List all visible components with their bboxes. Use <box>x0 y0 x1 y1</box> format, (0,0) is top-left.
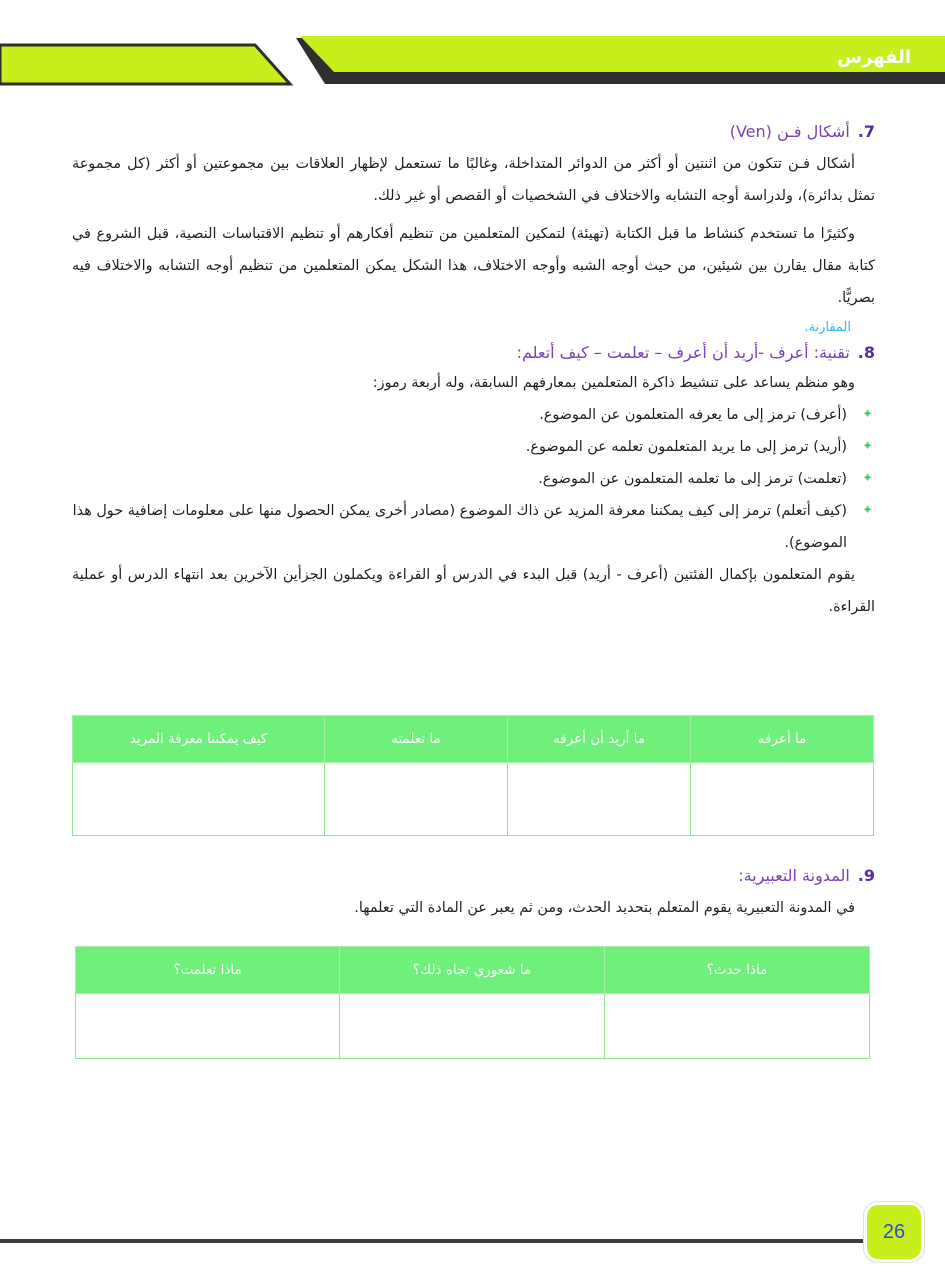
section-7-heading <box>72 120 875 144</box>
section-7-number: 7. <box>857 122 875 141</box>
bullet-text: (أعرف) ترمز إلى ما يعرفه المتعلمون عن الموضوع. <box>539 407 847 423</box>
page-content <box>72 120 875 623</box>
section-8-number: 8. <box>857 343 875 362</box>
bullet-icon: ✦ <box>862 471 873 486</box>
table-row <box>73 763 874 836</box>
table-header-row <box>76 947 870 994</box>
section-8-title: تقنية: أعرف -أريد أن أعرف – تعلمت – كيف أتعلم: <box>516 343 850 362</box>
header-banner <box>0 0 945 100</box>
page-number-badge <box>864 1202 924 1262</box>
banner-shape <box>0 0 945 100</box>
footer-rule <box>0 1239 870 1243</box>
section-8-closing: يقوم المتعلمون بإكمال الفئتين (أعرف - أريد) قبل البدء في الدرس أو القراءة ويكملون الجزأين الآخرين بعد انتهاء الدرس أو عملية القراءة. <box>72 567 875 615</box>
list-item <box>72 431 873 463</box>
section-9-heading <box>72 864 875 888</box>
page-number: 26 <box>882 1220 906 1243</box>
kwl-header-know: ما أعرفه <box>691 716 874 763</box>
bullet-text: (أريد) ترمز إلى ما يريد المتعلمون تعلمه عن الموضوع. <box>525 439 847 455</box>
section-9-number: 9. <box>857 866 875 885</box>
kwl-header-how: كيف يمكننا معرفة المزيد <box>73 716 325 763</box>
section-9-intro: في المدونة التعبيرية يقوم المتعلم بتحديد الحدث، ومن ثم يعبر عن المادة التي تعلمها. <box>354 900 855 916</box>
journal-cell-feeling[interactable] <box>340 994 605 1059</box>
section-8-intro: وهو منظم يساعد على تنشيط ذاكرة المتعلمين بمعارفهم السابقة، وله أربعة رموز: <box>372 375 855 391</box>
kwl-cell-know[interactable] <box>691 763 874 836</box>
index-title: الفهرس <box>837 47 911 68</box>
section-8-bullets <box>72 399 875 559</box>
bullet-icon: ✦ <box>862 439 873 454</box>
table-row <box>76 994 870 1059</box>
list-item <box>72 399 873 431</box>
kwl-table <box>72 715 874 836</box>
section-8-heading <box>72 341 875 365</box>
kwl-header-want: ما أريد أن أعرفه <box>508 716 691 763</box>
list-item <box>72 495 873 559</box>
kwl-cell-want[interactable] <box>508 763 691 836</box>
kwl-header-learned: ما تعلمته <box>325 716 508 763</box>
section-7-title: أشكال فـن (Ven) <box>729 122 850 141</box>
kwl-cell-how[interactable] <box>73 763 325 836</box>
journal-header-what-happened: ماذا حدث؟ <box>605 947 870 994</box>
section-7-paragraph-1: أشكال فـن تتكون من اثنتين أو أكثر من الدوائر المتداخلة، وغالبًا ما تستعمل لإظهار العلاقات بين مجموعتين أو أكثر (كل مجموعة تمثل بدائرة)، ولدراسة أوجه التشابه والاختلاف في الشخصيات أو القصص أو غير ذلك. <box>72 156 875 204</box>
bullet-icon: ✦ <box>862 503 873 518</box>
bullet-icon: ✦ <box>862 407 873 422</box>
bullet-text: (كيف أتعلم) ترمز إلى كيف يمكننا معرفة المزيد عن ذاك الموضوع (مصادر أخرى يمكن الحصول منها على معلومات إضافية حول هذا الموضوع). <box>72 503 847 551</box>
section-7-paragraph-2: وكثيرًا ما تستخدم كنشاط ما قبل الكتابة (تهيئة) لتمكين المتعلمين من تنظيم أفكارهم أو تنظيم الاقتباسات النصية، قبل الشروع في كتابة مقال يقارن بين شيئين، من حيث أوجه الشبه وأوجه الاختلاف، هذا الشكل يمكن المتعلمين من تنظيم أوجه التشابه والاختلاف فيه بصريًّا. <box>72 226 875 306</box>
table-header-row <box>73 716 874 763</box>
bullet-text: (تعلمت) ترمز إلى ما تعلمه المتعلمون عن الموضوع. <box>538 471 847 487</box>
list-item <box>72 463 873 495</box>
journal-cell-learned[interactable] <box>76 994 340 1059</box>
journal-cell-what-happened[interactable] <box>605 994 870 1059</box>
journal-header-feeling: ما شعوري تجاه ذلك؟ <box>340 947 605 994</box>
journal-header-learned: ماذا تعلمت؟ <box>76 947 340 994</box>
section-7-note: المقارنة. <box>804 320 851 335</box>
kwl-cell-learned[interactable] <box>325 763 508 836</box>
section-9-title: المدونة التعبيرية: <box>738 866 850 885</box>
section-9 <box>72 864 875 924</box>
journal-table <box>75 946 870 1059</box>
